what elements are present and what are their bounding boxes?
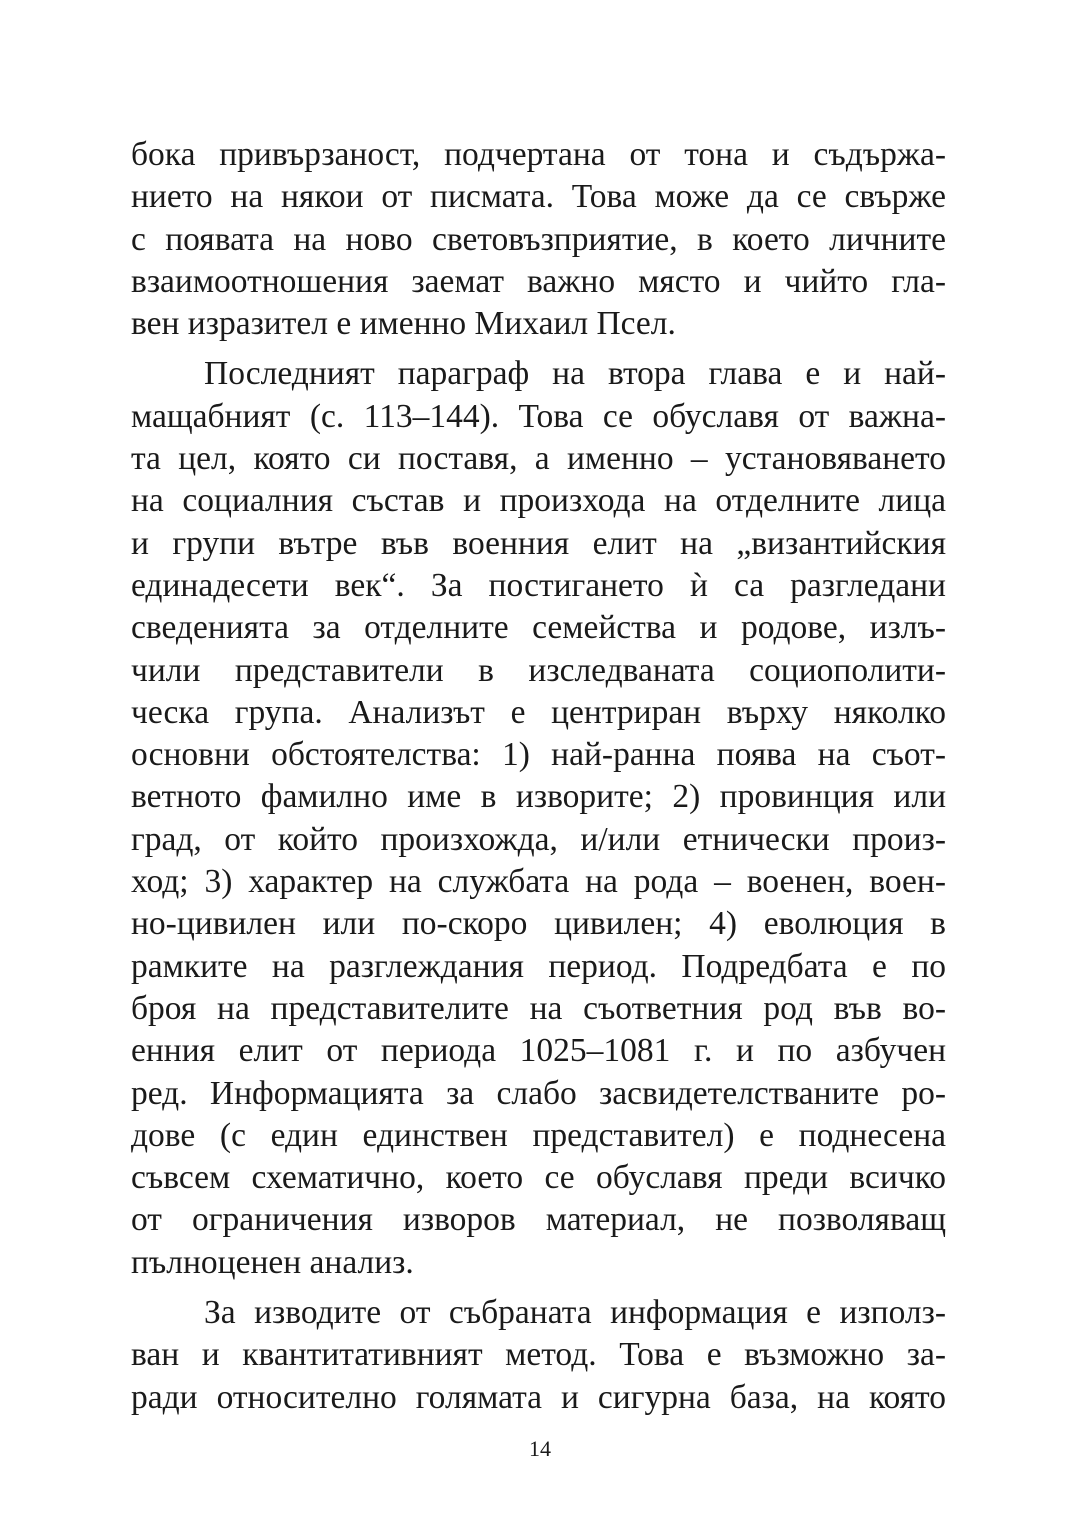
text-line: но-цивилен или по-скоро цивилен; 4) еволюция в	[131, 905, 946, 943]
text-line: бока привързаност, подчертана от тона и съдържа-	[131, 136, 946, 173]
text-line: пълноценен анализ.	[131, 1243, 414, 1281]
text-line: взаимоотношения заемат важно място и чийто гла-	[131, 262, 946, 300]
text-line: град, от който произхожда, и/или етнически произ-	[131, 820, 946, 858]
text-line: Последният параграф на втора глава е и най-	[204, 355, 946, 393]
paragraph-3	[131, 1292, 946, 1419]
text-line: нието на някои от писмата. Това може да се свърже	[131, 178, 946, 216]
text-line: ради относително голямата и сигурна база, на която	[131, 1378, 946, 1416]
text-line: та цел, която си поставя, а именно – установяването	[131, 440, 946, 478]
text-line: на социалния състав и произхода на отделните лица	[131, 482, 946, 520]
text-line: рамките на разглеждания период. Подредбата е по	[131, 947, 946, 985]
text-line: сведенията за отделните семейства и родове, излъ-	[131, 609, 946, 647]
paragraph-gap	[131, 345, 946, 353]
text-line: чили представители в изследваната социополити-	[131, 651, 946, 689]
text-line: За изводите от събраната информация е използ-	[204, 1294, 946, 1332]
text-line: ветното фамилно име в изворите; 2) провинция или	[131, 778, 946, 816]
text-line: с появата на ново световъзприятие, в което личните	[131, 220, 946, 258]
text-line: броя на представителите на съответния род във во-	[131, 989, 946, 1027]
text-line: ред. Информацията за слабо засвидетелстваните ро-	[131, 1074, 946, 1112]
paragraph-2	[131, 353, 946, 1284]
text-line: ческа група. Анализът е центриран върху няколко	[131, 693, 946, 731]
page-body	[131, 134, 946, 1419]
text-line: ход; 3) характер на службата на рода – военен, воен-	[131, 863, 946, 901]
paragraph-gap	[131, 1284, 946, 1292]
paragraph-1	[131, 134, 946, 345]
text-line: вен изразител е именно Михаил Псел.	[131, 305, 676, 343]
text-line: и групи вътре във военния елит на „византийския	[131, 524, 946, 562]
text-line: мащабният (с. 113–144). Това се обуславя от важна-	[131, 397, 946, 435]
text-line: енния елит от периода 1025–1081 г. и по азбучен	[131, 1032, 946, 1070]
text-line: дове (с един единствен представител) е поднесена	[131, 1116, 946, 1154]
text-line: съвсем схематично, което се обуславя преди всичко	[131, 1159, 946, 1197]
text-line: ван и квантитативният метод. Това е възможно за-	[131, 1336, 946, 1374]
text-line: единадесети век“. За постигането ѝ са разгледани	[131, 566, 946, 604]
text-line: основни обстоятелства: 1) най-ранна поява на съот-	[131, 736, 946, 774]
page-number: 14	[529, 1436, 551, 1461]
text-line: от ограничения изворов материал, не позволяващ	[131, 1201, 946, 1239]
